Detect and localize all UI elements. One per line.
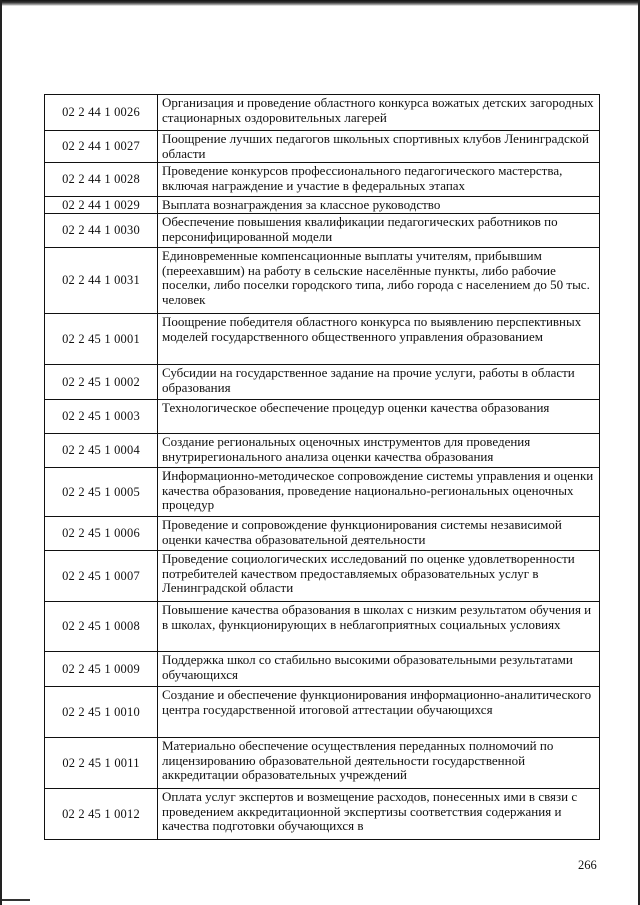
table-row [44,468,600,517]
table-row [44,687,600,738]
page-number: 266 [578,858,597,872]
row-description: Субсидии на государственное задание на прочие услуги, работы в области образования [162,365,575,395]
budget-code-table [44,94,600,840]
table-row [44,95,600,131]
row-code: 02 2 45 1 0001 [45,314,158,364]
table-row [44,434,600,468]
table-row [44,789,600,840]
row-code: 02 2 45 1 0011 [45,738,158,788]
table-row [44,197,600,214]
row-code: 02 2 44 1 0030 [45,214,158,247]
row-code: 02 2 44 1 0028 [45,163,158,196]
row-code: 02 2 45 1 0008 [45,602,158,651]
row-description: Информационно-методическое сопровождение системы управления и оценки качества образования, проведение национально-региональных оценочных процедур [162,468,594,513]
row-code: 02 2 44 1 0031 [45,248,158,313]
row-description: Технологическое обеспечение процедур оценки качества образования [162,400,550,415]
table-row [44,652,600,687]
row-code: 02 2 45 1 0012 [45,789,158,839]
row-description: Проведение и сопровождение функционирования системы независимой оценки качества образовательной деятельности [162,517,562,547]
row-code: 02 2 45 1 0005 [45,468,158,516]
row-description: Поддержка школ со стабильно высокими образовательными результатами обучающихся [162,652,573,682]
row-description: Поощрение победителя областного конкурса по выявлению перспективных моделей государственного общественного управления образованием [162,314,582,344]
row-code: 02 2 45 1 0007 [45,551,158,601]
scan-edge-left [0,0,2,905]
table-row [44,131,600,163]
scan-edge-top [0,0,640,6]
row-code: 02 2 44 1 0027 [45,131,158,162]
table-row [44,314,600,365]
table-row [44,517,600,551]
row-code: 02 2 44 1 0029 [45,197,158,213]
table-row [44,738,600,789]
row-description: Выплата вознаграждения за классное руководство [162,197,441,212]
row-code: 02 2 45 1 0003 [45,400,158,433]
row-description: Создание и обеспечение функционирования информационно-аналитического центра государственной итоговой аттестации обучающихся [162,687,592,717]
row-code: 02 2 45 1 0004 [45,434,158,467]
row-description: Поощрение лучших педагогов школьных спортивных клубов Ленинградской области [162,131,589,161]
row-description: Проведение социологических исследований по оценке удовлетворенности потребителей качеством предоставляемых образовательных услуг в Ленинградской области [162,551,575,596]
row-description: Повышение качества образования в школах с низким результатом обучения и в школах, функционирующих в неблагоприятных социальных условиях [162,602,592,632]
table-row [44,214,600,248]
row-code: 02 2 45 1 0002 [45,365,158,399]
table-row [44,365,600,400]
row-description: Единовременные компенсационные выплаты учителям, прибывшим (переехавшим) на работу в сельские населённые пункты, либо рабочие поселки, либо поселки городского типа, либо города с населением до 50 тыс. человек [162,248,590,307]
row-code: 02 2 45 1 0010 [45,687,158,737]
row-code: 02 2 44 1 0026 [45,95,158,130]
table-row [44,400,600,434]
row-description: Организация и проведение областного конкурса вожатых детских загородных стационарных оздоровительных лагерей [162,95,594,125]
row-description: Создание региональных оценочных инструментов для проведения внутрирегионального анализа оценки качества образования [162,434,531,464]
table-row [44,602,600,652]
row-description: Оплата услуг экспертов и возмещение расходов, понесенных ими в связи с проведением аккредитационной экспертизы соответствия содержания и качества подготовки обучающихся в [162,789,578,834]
row-description: Обеспечение повышения квалификации педагогических работников по персонифицированной модели [162,214,558,244]
table-row [44,248,600,314]
row-description: Проведение конкурсов профессионального педагогического мастерства, включая награждение и участие в федеральных этапах [162,163,563,193]
table-row [44,551,600,602]
table-row [44,163,600,197]
row-code: 02 2 45 1 0006 [45,517,158,550]
scan-mark [2,899,30,901]
row-description: Материально обеспечение осуществления переданных полномочий по лицензированию образовательной деятельности государственной аккредитации образовательных учреждений [162,738,554,783]
row-code: 02 2 45 1 0009 [45,652,158,686]
